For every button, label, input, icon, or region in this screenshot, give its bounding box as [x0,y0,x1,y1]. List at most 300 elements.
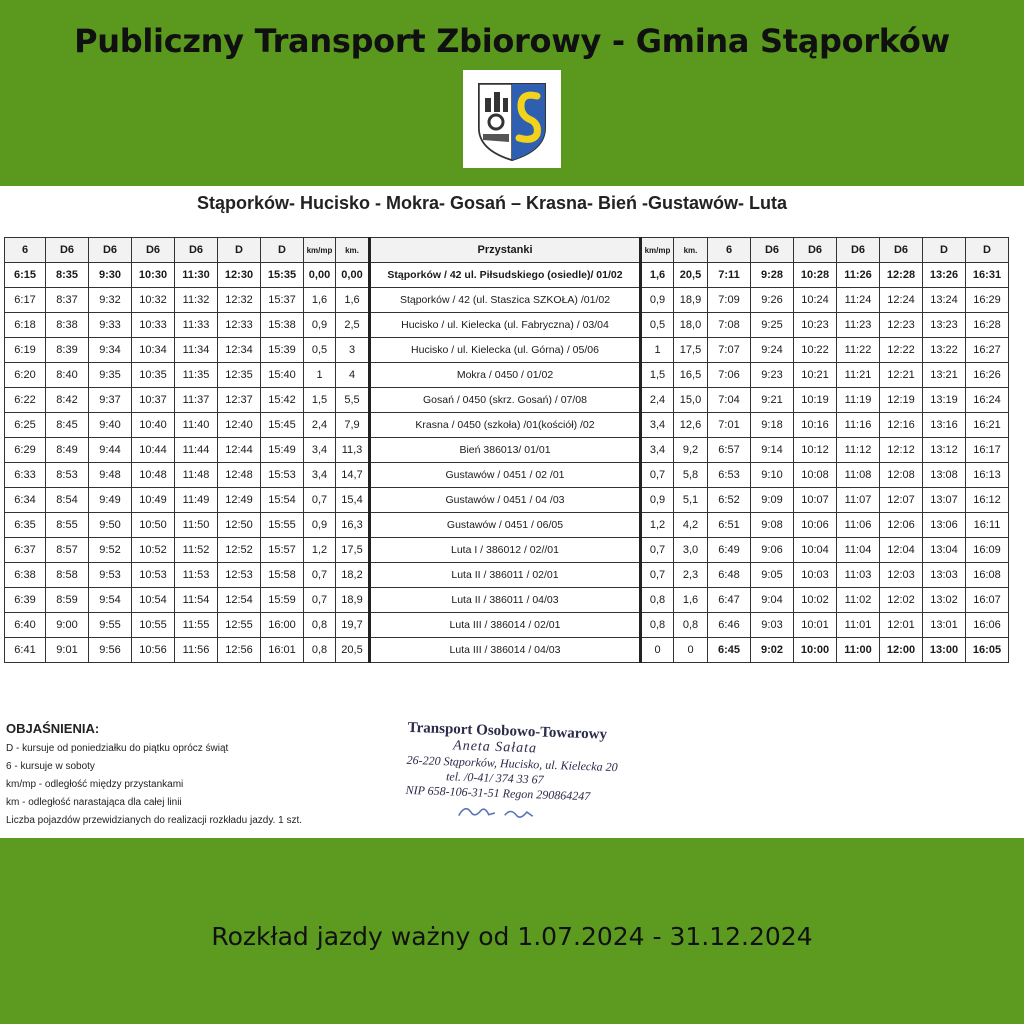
return-cell: 12:16 [880,413,923,438]
departure-cell: 8:54 [46,488,89,513]
return-cell: 9:05 [751,563,794,588]
return-cell: 12:28 [880,263,923,288]
return-cell: 16:11 [966,513,1009,538]
return-cell: 13:19 [923,388,966,413]
departure-cell: 10:48 [132,463,175,488]
return-cell: 12:12 [880,438,923,463]
departure-cell: 1 [304,363,336,388]
departure-cell: 9:55 [89,613,132,638]
return-cell: 1 [641,338,674,363]
table-row [5,438,1009,463]
departure-cell: 15:35 [261,263,304,288]
departure-cell: 8:45 [46,413,89,438]
departure-cell: 3,4 [304,463,336,488]
table-row [5,288,1009,313]
departure-cell: 0,7 [304,563,336,588]
return-cell: 16:17 [966,438,1009,463]
return-cell: 16:27 [966,338,1009,363]
departure-cell: 15:38 [261,313,304,338]
route-title: Stąporków- Hucisko - Mokra- Gosań – Krasna- Bień -Gustawów- Luta [196,193,788,213]
departure-cell: 11:52 [175,538,218,563]
return-cell: 16:24 [966,388,1009,413]
departure-cell: 11:55 [175,613,218,638]
return-cell: 11:07 [837,488,880,513]
validity-text: Rozkład jazdy ważny od 1.07.2024 - 31.12.2024 [211,922,813,951]
departure-cell: 17,5 [336,538,370,563]
departure-cell: 12:44 [218,438,261,463]
departure-cell: 15:53 [261,463,304,488]
return-cell: 9:14 [751,438,794,463]
departure-cell: 12:30 [218,263,261,288]
departure-cell: 15:42 [261,388,304,413]
timetable-table [4,237,1009,663]
return-cell: 16:28 [966,313,1009,338]
return-cell: 13:06 [923,513,966,538]
column-header-right-3: D6 [751,238,794,263]
column-header-left-8: km. [336,238,370,263]
departure-cell: 15:57 [261,538,304,563]
stop-name-cell: Luta I / 386012 / 02//01 [370,538,641,563]
return-cell: 10:16 [794,413,837,438]
departure-cell: 6:38 [5,563,46,588]
return-cell: 13:23 [923,313,966,338]
notes-line: km - odległość narastająca dla całej linii [6,797,182,808]
return-cell: 12:21 [880,363,923,388]
departure-cell: 10:40 [132,413,175,438]
departure-cell: 10:35 [132,363,175,388]
return-cell: 10:23 [794,313,837,338]
departure-cell: 10:56 [132,638,175,663]
departure-cell: 15:40 [261,363,304,388]
departure-cell: 11:30 [175,263,218,288]
departure-cell: 11:40 [175,413,218,438]
return-cell: 10:02 [794,588,837,613]
table-row [5,338,1009,363]
departure-cell: 6:15 [5,263,46,288]
departure-cell: 1,2 [304,538,336,563]
departure-cell: 6:17 [5,288,46,313]
departure-cell: 10:33 [132,313,175,338]
return-cell: 16:26 [966,363,1009,388]
departure-cell: 1,5 [304,388,336,413]
return-cell: 1,5 [641,363,674,388]
departure-cell: 10:34 [132,338,175,363]
column-header-right-4: D6 [794,238,837,263]
departure-cell: 9:40 [89,413,132,438]
return-cell: 17,5 [674,338,708,363]
departure-cell: 9:48 [89,463,132,488]
departure-cell: 10:54 [132,588,175,613]
departure-cell: 11:37 [175,388,218,413]
return-cell: 9:18 [751,413,794,438]
departure-cell: 9:30 [89,263,132,288]
table-row [5,263,1009,288]
departure-cell: 19,7 [336,613,370,638]
stamp-address: 26-220 Stąporków, Hucisko, ul. Kielecka 20 [406,752,618,775]
column-header-right-1: km. [674,238,708,263]
stop-name-cell: Bień 386013/ 01/01 [370,438,641,463]
return-cell: 16,5 [674,363,708,388]
departure-cell: 6:40 [5,613,46,638]
column-header-right-2: 6 [708,238,751,263]
departure-cell: 9:37 [89,388,132,413]
stop-name-cell: Luta III / 386014 / 02/01 [370,613,641,638]
departure-cell: 11:48 [175,463,218,488]
departure-cell: 9:33 [89,313,132,338]
table-row [5,313,1009,338]
return-cell: 18,9 [674,288,708,313]
departure-cell: 9:50 [89,513,132,538]
departure-cell: 6:35 [5,513,46,538]
return-cell: 13:01 [923,613,966,638]
return-cell: 11:26 [837,263,880,288]
return-cell: 11:02 [837,588,880,613]
stamp-phone: tel. /0-41/ 374 33 67 [445,769,544,787]
departure-cell: 10:49 [132,488,175,513]
departure-cell: 12:48 [218,463,261,488]
departure-cell: 8:58 [46,563,89,588]
table-row [5,388,1009,413]
return-cell: 6:57 [708,438,751,463]
stop-name-cell: Luta II / 386011 / 02/01 [370,563,641,588]
departure-cell: 18,9 [336,588,370,613]
return-cell: 13:24 [923,288,966,313]
departure-cell: 11:32 [175,288,218,313]
departure-cell: 6:19 [5,338,46,363]
departure-cell: 15,4 [336,488,370,513]
return-cell: 16:12 [966,488,1009,513]
return-cell: 10:03 [794,563,837,588]
return-cell: 9:06 [751,538,794,563]
table-row [5,588,1009,613]
return-cell: 7:01 [708,413,751,438]
return-cell: 10:21 [794,363,837,388]
return-cell: 10:01 [794,613,837,638]
return-cell: 10:08 [794,463,837,488]
return-cell: 11:24 [837,288,880,313]
return-cell: 11:22 [837,338,880,363]
return-cell: 11:03 [837,563,880,588]
header-row [5,238,1009,263]
stop-name-cell: Stąporków / 42 ul. Piłsudskiego (osiedle)/ 01/02 [370,263,641,288]
coat-of-arms-icon [463,70,561,168]
return-cell: 0,7 [641,463,674,488]
departure-cell: 5,5 [336,388,370,413]
departure-cell: 8:42 [46,388,89,413]
return-cell: 6:46 [708,613,751,638]
return-cell: 12:24 [880,288,923,313]
departure-cell: 0,8 [304,638,336,663]
departure-cell: 14,7 [336,463,370,488]
departure-cell: 6:29 [5,438,46,463]
return-cell: 7:06 [708,363,751,388]
departure-cell: 16:01 [261,638,304,663]
return-cell: 12,6 [674,413,708,438]
return-cell: 10:12 [794,438,837,463]
return-cell: 12:04 [880,538,923,563]
return-cell: 3,4 [641,413,674,438]
departure-cell: 11,3 [336,438,370,463]
return-cell: 9,2 [674,438,708,463]
return-cell: 11:00 [837,638,880,663]
departure-cell: 6:33 [5,463,46,488]
stop-name-cell: Hucisko / ul. Kielecka (ul. Fabryczna) / 03/04 [370,313,641,338]
departure-cell: 6:37 [5,538,46,563]
departure-cell: 20,5 [336,638,370,663]
departure-cell: 10:55 [132,613,175,638]
departure-cell: 8:49 [46,438,89,463]
table-row [5,413,1009,438]
return-cell: 9:03 [751,613,794,638]
return-cell: 0,9 [641,488,674,513]
departure-cell: 0,9 [304,513,336,538]
stop-name-cell: Gustawów / 0451 / 04 /03 [370,488,641,513]
table-row [5,488,1009,513]
stop-name-cell: Gustawów / 0451 / 02 /01 [370,463,641,488]
column-header-left-4: D6 [175,238,218,263]
return-cell: 12:07 [880,488,923,513]
departure-cell: 15:37 [261,288,304,313]
departure-cell: 4 [336,363,370,388]
return-cell: 16:31 [966,263,1009,288]
column-header-left-7: km/mp [304,238,336,263]
return-cell: 12:19 [880,388,923,413]
return-cell: 16:08 [966,563,1009,588]
return-cell: 9:02 [751,638,794,663]
stop-name-cell: Hucisko / ul. Kielecka (ul. Górna) / 05/06 [370,338,641,363]
page-title: Publiczny Transport Zbiorowy - Gmina Stąporków [74,22,950,60]
stop-name-cell: Luta II / 386011 / 04/03 [370,588,641,613]
return-cell: 6:47 [708,588,751,613]
departure-cell: 12:32 [218,288,261,313]
departure-cell: 15:49 [261,438,304,463]
departure-cell: 7,9 [336,413,370,438]
table-row [5,563,1009,588]
departure-cell: 1,6 [336,288,370,313]
departure-cell: 12:34 [218,338,261,363]
return-cell: 5,8 [674,463,708,488]
stop-name-cell: Gustawów / 0451 / 06/05 [370,513,641,538]
return-cell: 16:09 [966,538,1009,563]
departure-cell: 9:54 [89,588,132,613]
departure-cell: 6:39 [5,588,46,613]
return-cell: 10:28 [794,263,837,288]
return-cell: 12:22 [880,338,923,363]
departure-cell: 10:53 [132,563,175,588]
departure-cell: 1,6 [304,288,336,313]
column-header-left-1: D6 [46,238,89,263]
return-cell: 13:22 [923,338,966,363]
return-cell: 11:16 [837,413,880,438]
column-header-left-2: D6 [89,238,132,263]
return-cell: 0 [641,638,674,663]
return-cell: 12:06 [880,513,923,538]
return-cell: 9:24 [751,338,794,363]
return-cell: 7:04 [708,388,751,413]
stops-column-header: Przystanki [370,238,641,263]
column-header-left-6: D [261,238,304,263]
departure-cell: 12:52 [218,538,261,563]
return-cell: 16:05 [966,638,1009,663]
table-row [5,513,1009,538]
return-cell: 20,5 [674,263,708,288]
stop-name-cell: Gosań / 0450 (skrz. Gosań) / 07/08 [370,388,641,413]
departure-cell: 0,7 [304,588,336,613]
return-cell: 13:08 [923,463,966,488]
return-cell: 0 [674,638,708,663]
return-cell: 11:06 [837,513,880,538]
notes-line: Liczba pojazdów przewidzianych do realizacji rozkładu jazdy. 1 szt. [6,815,303,826]
table-row [5,363,1009,388]
return-cell: 11:23 [837,313,880,338]
departure-cell: 10:32 [132,288,175,313]
departure-cell: 0,7 [304,488,336,513]
departure-cell: 12:53 [218,563,261,588]
return-cell: 13:26 [923,263,966,288]
departure-cell: 9:32 [89,288,132,313]
return-cell: 5,1 [674,488,708,513]
return-cell: 11:19 [837,388,880,413]
return-cell: 0,7 [641,563,674,588]
departure-cell: 6:18 [5,313,46,338]
departure-cell: 3,4 [304,438,336,463]
return-cell: 6:49 [708,538,751,563]
return-cell: 3,0 [674,538,708,563]
departure-cell: 6:20 [5,363,46,388]
departure-cell: 10:44 [132,438,175,463]
return-cell: 9:08 [751,513,794,538]
departure-cell: 10:30 [132,263,175,288]
departure-cell: 12:49 [218,488,261,513]
return-cell: 7:11 [708,263,751,288]
departure-cell: 11:34 [175,338,218,363]
departure-cell: 16:00 [261,613,304,638]
return-cell: 11:08 [837,463,880,488]
column-header-right-0: km/mp [641,238,674,263]
return-cell: 11:04 [837,538,880,563]
departure-cell: 12:56 [218,638,261,663]
return-cell: 10:00 [794,638,837,663]
return-cell: 6:51 [708,513,751,538]
return-cell: 0,7 [641,538,674,563]
stop-name-cell: Luta III / 386014 / 04/03 [370,638,641,663]
departure-cell: 8:38 [46,313,89,338]
departure-cell: 8:40 [46,363,89,388]
departure-cell: 10:37 [132,388,175,413]
return-cell: 9:26 [751,288,794,313]
departure-cell: 9:49 [89,488,132,513]
return-cell: 1,6 [674,588,708,613]
departure-cell: 18,2 [336,563,370,588]
notes-section [6,721,302,830]
departure-cell: 15:55 [261,513,304,538]
departure-cell: 6:22 [5,388,46,413]
return-cell: 16:13 [966,463,1009,488]
departure-cell: 0,5 [304,338,336,363]
company-stamp [404,720,648,840]
return-cell: 15,0 [674,388,708,413]
return-cell: 6:45 [708,638,751,663]
table-row [5,538,1009,563]
return-cell: 0,5 [641,313,674,338]
departure-cell: 11:56 [175,638,218,663]
return-cell: 12:23 [880,313,923,338]
return-cell: 1,6 [641,263,674,288]
return-cell: 13:04 [923,538,966,563]
coat-of-arms-logo [463,70,561,168]
departure-cell: 6:34 [5,488,46,513]
return-cell: 10:22 [794,338,837,363]
departure-cell: 9:01 [46,638,89,663]
departure-cell: 12:54 [218,588,261,613]
return-cell: 0,9 [641,288,674,313]
return-cell: 18,0 [674,313,708,338]
return-cell: 1,2 [641,513,674,538]
return-cell: 12:01 [880,613,923,638]
departure-cell: 9:52 [89,538,132,563]
return-cell: 10:06 [794,513,837,538]
departure-cell: 11:35 [175,363,218,388]
departure-cell: 8:37 [46,288,89,313]
departure-cell: 15:45 [261,413,304,438]
return-cell: 9:21 [751,388,794,413]
departure-cell: 10:50 [132,513,175,538]
return-cell: 13:03 [923,563,966,588]
departure-cell: 8:39 [46,338,89,363]
departure-cell: 9:35 [89,363,132,388]
departure-cell: 15:58 [261,563,304,588]
table-row [5,613,1009,638]
notes-line: 6 - kursuje w soboty [6,761,95,772]
return-cell: 2,3 [674,563,708,588]
return-cell: 13:07 [923,488,966,513]
column-header-left-3: D6 [132,238,175,263]
return-cell: 6:48 [708,563,751,588]
return-cell: 2,4 [641,388,674,413]
departure-cell: 0,00 [304,263,336,288]
return-cell: 13:21 [923,363,966,388]
stamp-owner: Aneta Sałata [452,738,538,757]
return-cell: 0,8 [674,613,708,638]
departure-cell: 11:54 [175,588,218,613]
departure-cell: 9:44 [89,438,132,463]
departure-cell: 9:56 [89,638,132,663]
return-cell: 12:08 [880,463,923,488]
return-cell: 9:10 [751,463,794,488]
return-cell: 11:01 [837,613,880,638]
departure-cell: 10:52 [132,538,175,563]
return-cell: 6:53 [708,463,751,488]
column-header-left-0: 6 [5,238,46,263]
departure-cell: 9:00 [46,613,89,638]
departure-cell: 2,4 [304,413,336,438]
return-cell: 13:16 [923,413,966,438]
departure-cell: 11:50 [175,513,218,538]
return-cell: 0,8 [641,613,674,638]
return-cell: 16:06 [966,613,1009,638]
departure-cell: 12:33 [218,313,261,338]
departure-cell: 8:55 [46,513,89,538]
return-cell: 16:07 [966,588,1009,613]
return-cell: 3,4 [641,438,674,463]
return-cell: 11:12 [837,438,880,463]
column-header-left-5: D [218,238,261,263]
return-cell: 9:09 [751,488,794,513]
table-row [5,638,1009,663]
column-header-right-8: D [966,238,1009,263]
column-header-right-5: D6 [837,238,880,263]
return-cell: 9:28 [751,263,794,288]
